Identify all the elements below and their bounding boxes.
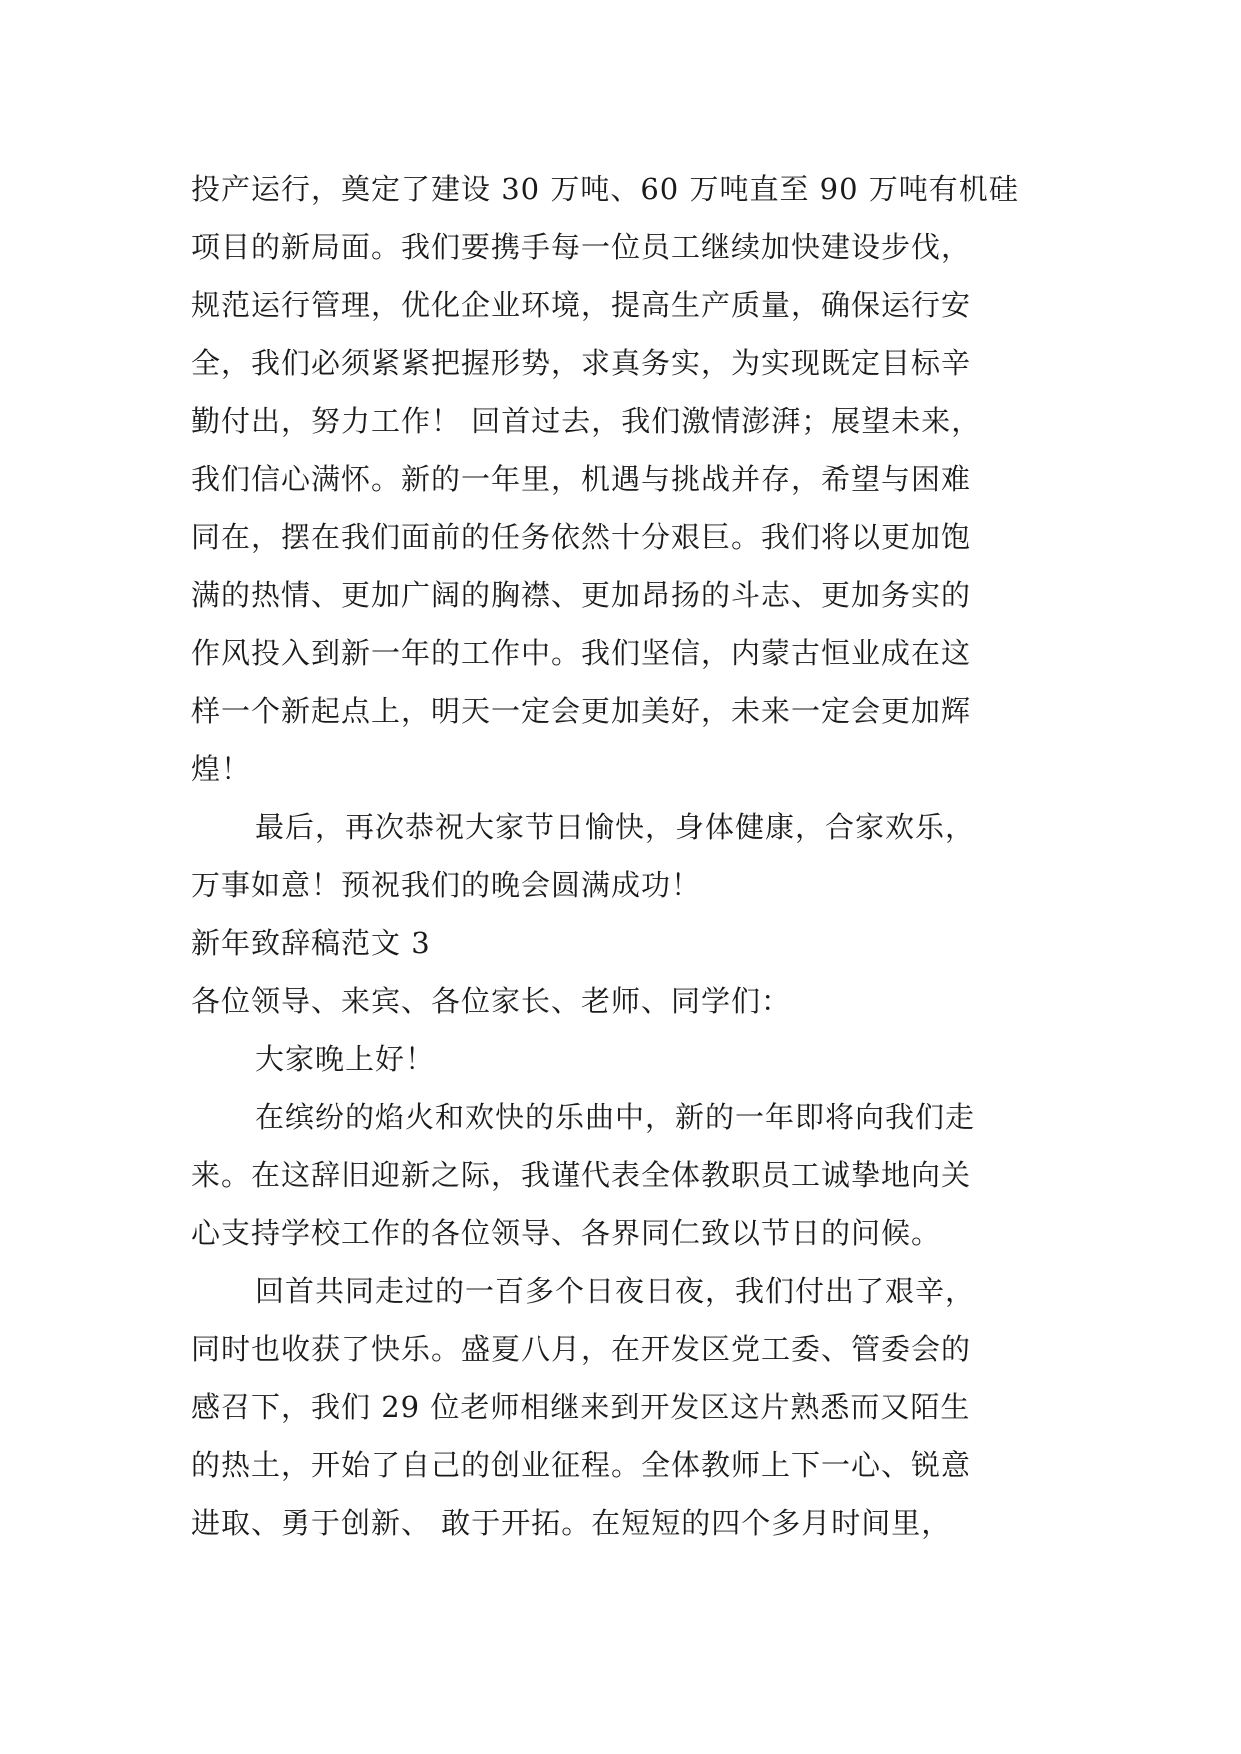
text-line: 作风投入到新一年的工作中。我们坚信，内蒙古恒业成在这	[191, 636, 972, 670]
text-line: 满的热情、更加广阔的胸襟、更加昂扬的斗志、更加务实的	[191, 578, 972, 612]
text-line: 同在，摆在我们面前的任务依然十分艰巨。我们将以更加饱	[191, 520, 972, 554]
document-body	[191, 160, 1071, 1552]
text-line: 投产运行，奠定了建设 30 万吨、60 万吨直至 90 万吨有机硅	[191, 172, 1019, 206]
text-line: 各位领导、来宾、各位家长、老师、同学们：	[191, 984, 792, 1018]
text-line: 项目的新局面。我们要携手每一位员工继续加快建设步伐，	[191, 230, 972, 264]
text-line: 勤付出，努力工作！ 回首过去，我们激情澎湃；展望未来，	[191, 404, 982, 438]
text-line: 煌！	[191, 752, 252, 786]
text-line: 规范运行管理，优化企业环境，提高生产质量，确保运行安	[191, 288, 972, 322]
text-line: 样一个新起点上，明天一定会更加美好，未来一定会更加辉	[191, 694, 972, 728]
text-line: 进取、勇于创新、 敢于开拓。在短短的四个多月时间里，	[191, 1506, 952, 1540]
text-line: 同时也收获了快乐。盛夏八月，在开发区党工委、管委会的	[191, 1332, 972, 1366]
text-line: 全，我们必须紧紧把握形势，求真务实，为实现既定目标辛	[191, 346, 972, 380]
text-line: 的热土，开始了自己的创业征程。全体教师上下一心、锐意	[191, 1448, 972, 1482]
text-line: 来。在这辞旧迎新之际，我谨代表全体教职员工诚挚地向关	[191, 1158, 972, 1192]
text-line: 我们信心满怀。新的一年里，机遇与挑战并存，希望与困难	[191, 462, 972, 496]
text-line: 在缤纷的焰火和欢快的乐曲中，新的一年即将向我们走	[255, 1100, 976, 1134]
text-line: 万事如意！预祝我们的晚会圆满成功！	[191, 868, 702, 902]
text-line: 新年致辞稿范文 3	[191, 926, 431, 960]
text-line: 回首共同走过的一百多个日夜日夜，我们付出了艰辛，	[255, 1274, 976, 1308]
text-line: 最后，再次恭祝大家节日愉快，身体健康，合家欢乐，	[255, 810, 976, 844]
text-line: 感召下，我们 29 位老师相继来到开发区这片熟悉而又陌生	[191, 1390, 971, 1424]
text-line: 心支持学校工作的各位领导、各界同仁致以节日的问候。	[191, 1216, 942, 1250]
text-line: 大家晚上好！	[255, 1042, 436, 1076]
